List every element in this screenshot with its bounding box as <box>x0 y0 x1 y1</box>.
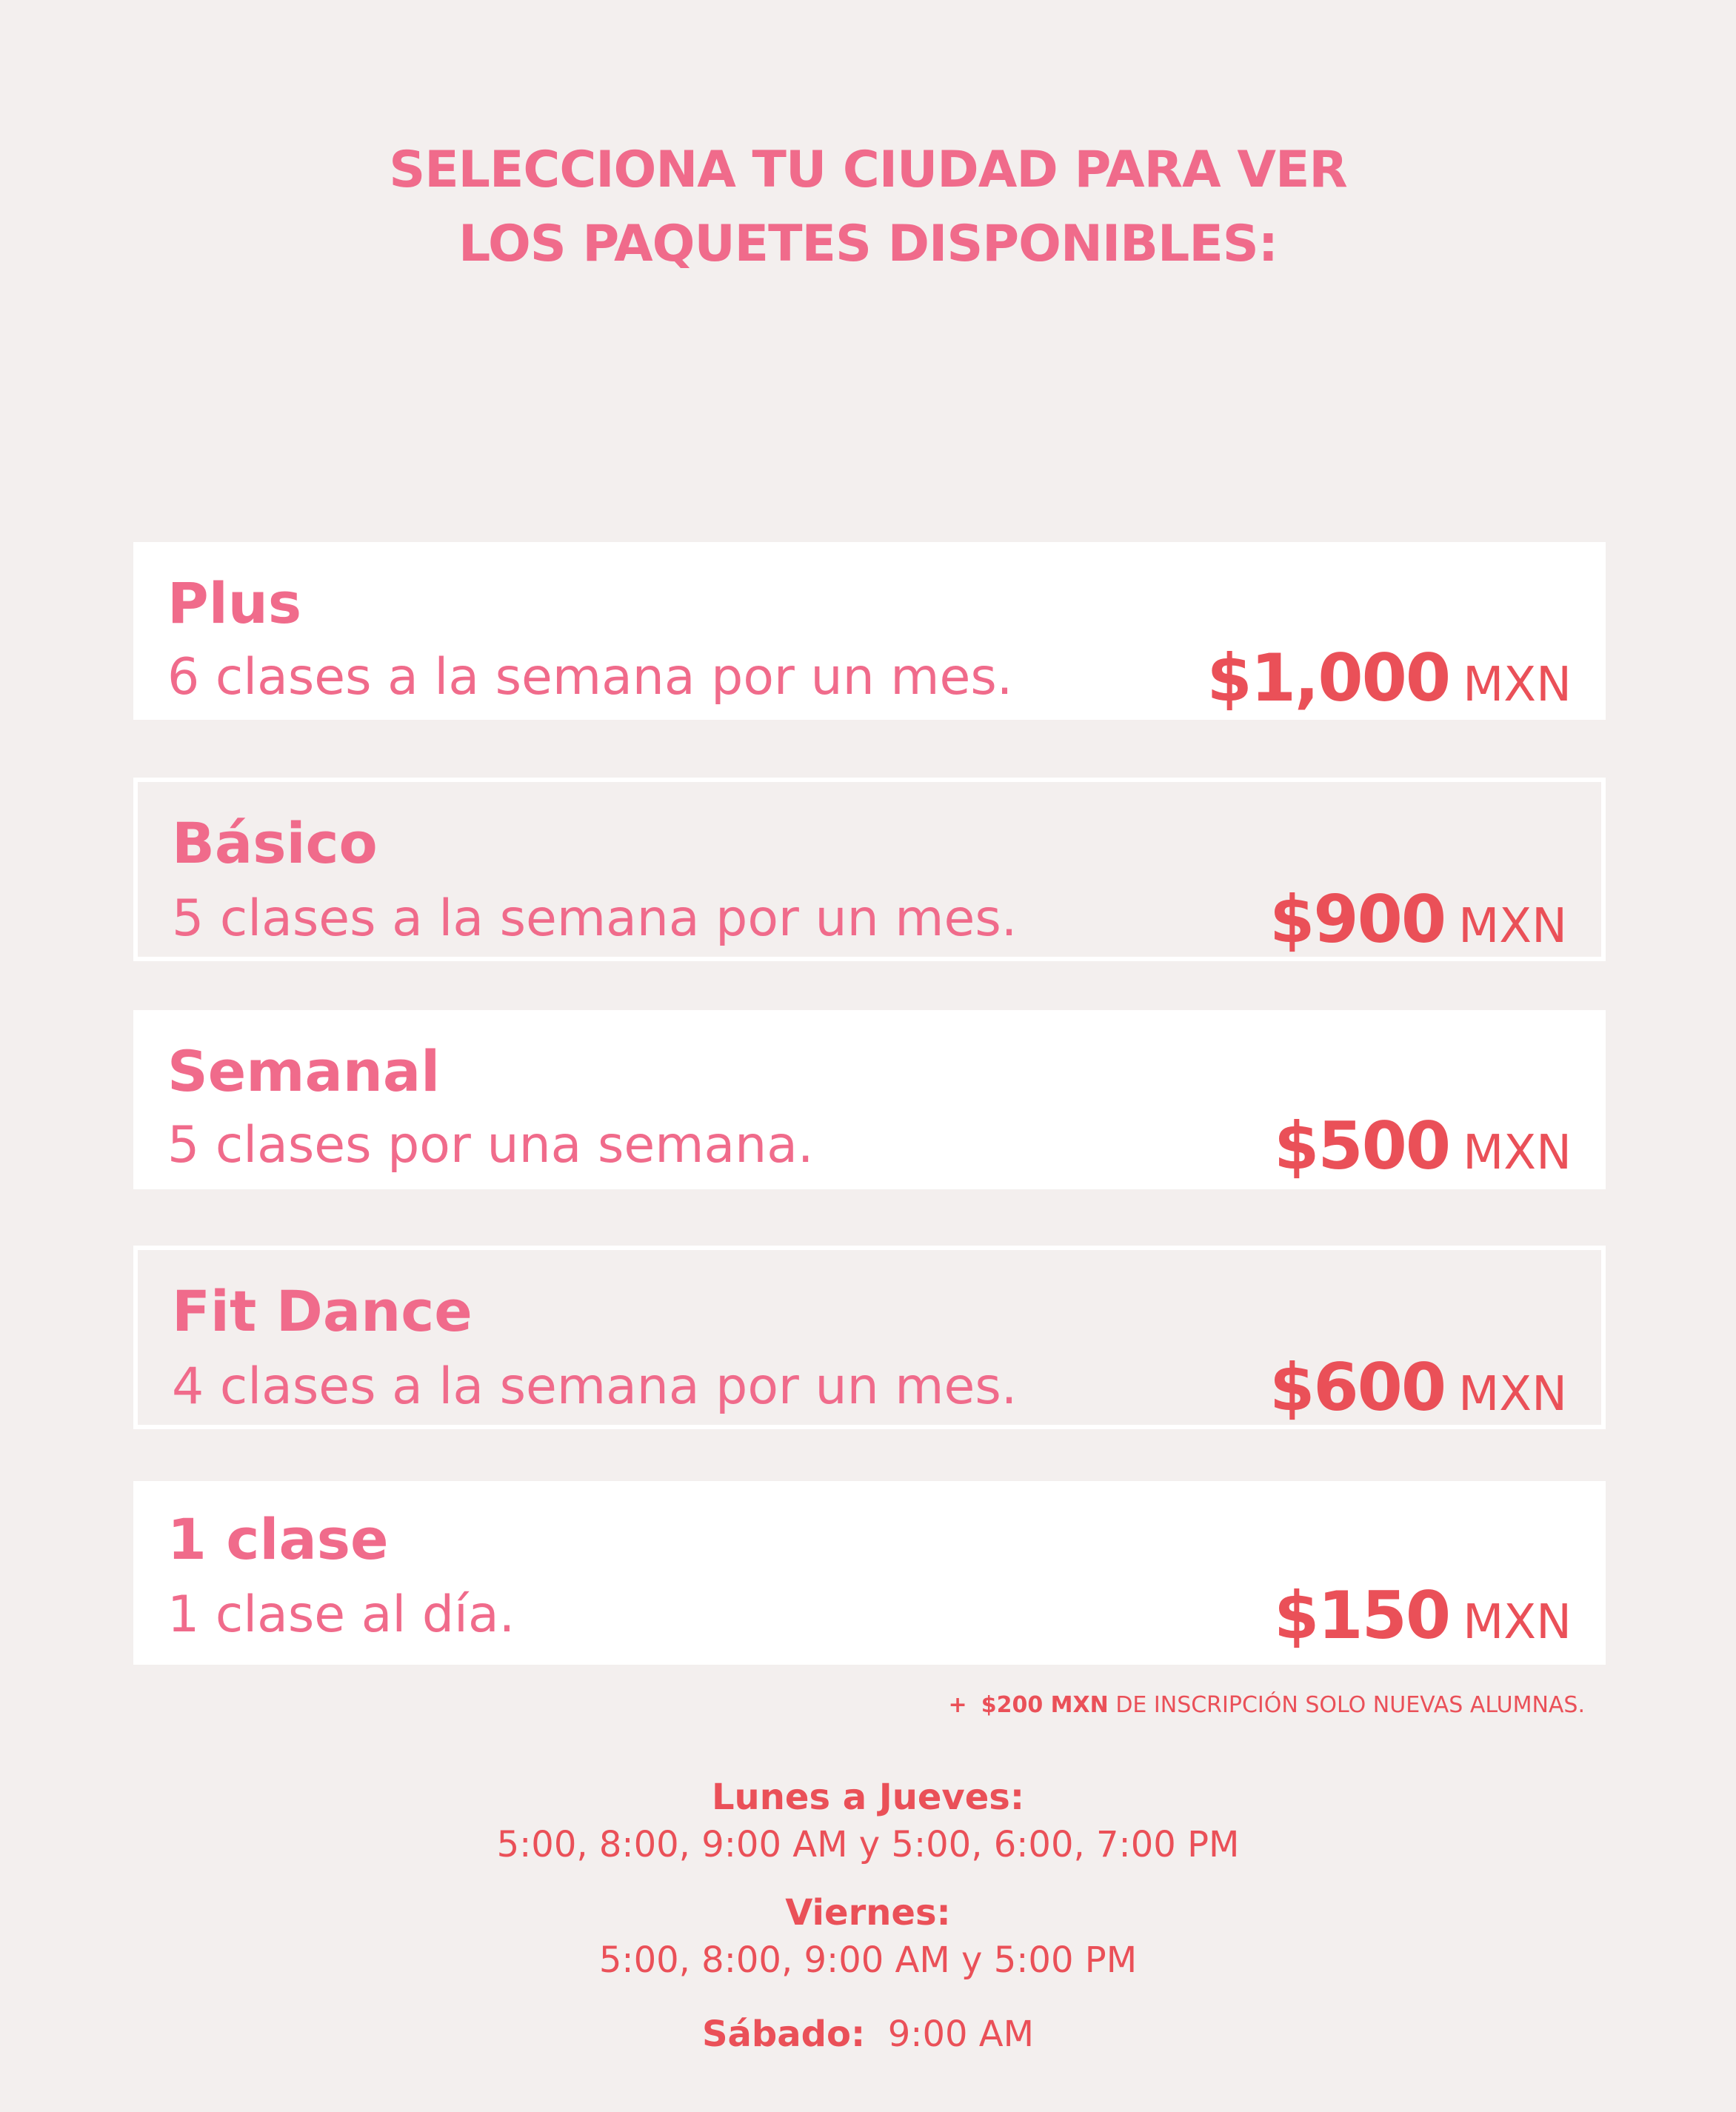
price-currency: MXN <box>1463 1126 1572 1180</box>
price-currency: MXN <box>1463 658 1572 712</box>
schedule-friday-label: Viernes: <box>785 1892 951 1934</box>
package-description: 4 clases a la semana por un mes. <box>172 1357 1018 1416</box>
price-currency: MXN <box>1458 899 1567 954</box>
schedule-weekdays-label: Lunes a Jueves: <box>711 1777 1025 1818</box>
heading-line-2: LOS PAQUETES DISPONIBLES: <box>458 215 1278 273</box>
page-heading <box>0 133 1736 281</box>
note-text: DE INSCRIPCIÓN SOLO NUEVAS ALUMNAS. <box>1115 1692 1585 1718</box>
price-currency: MXN <box>1463 1595 1572 1650</box>
package-name: 1 clase <box>167 1506 389 1572</box>
heading-line-1: SELECCIONA TU CIUDAD PARA VER <box>389 141 1347 199</box>
note-amount: $200 MXN <box>981 1692 1109 1718</box>
schedule-friday-times: 5:00, 8:00, 9:00 AM y 5:00 PM <box>598 1939 1138 1981</box>
package-card-basico[interactable] <box>133 778 1606 961</box>
package-card-semanal[interactable] <box>133 1010 1606 1189</box>
schedule-saturday <box>0 2008 1736 2060</box>
package-description: 5 clases por una semana. <box>167 1116 814 1174</box>
package-description: 5 clases a la semana por un mes. <box>172 889 1018 948</box>
price-currency: MXN <box>1458 1367 1567 1422</box>
package-price <box>1206 641 1572 734</box>
package-price <box>1274 1109 1572 1202</box>
package-description: 1 clase al día. <box>167 1585 515 1644</box>
schedule-weekdays-times: 5:00, 8:00, 9:00 AM y 5:00, 6:00, 7:00 PM <box>496 1824 1240 1865</box>
package-name: Básico <box>172 810 378 876</box>
price-amount: $150 <box>1274 1577 1450 1654</box>
price-amount: $600 <box>1269 1349 1446 1426</box>
package-price <box>1269 883 1567 975</box>
package-description: 6 clases a la semana por un mes. <box>167 648 1013 706</box>
package-price <box>1274 1579 1572 1671</box>
schedule-saturday-label: Sábado: <box>701 2014 866 2055</box>
package-card-plus[interactable] <box>133 542 1606 720</box>
package-card-fit-dance[interactable] <box>133 1246 1606 1429</box>
package-price <box>1269 1351 1567 1443</box>
package-name: Semanal <box>167 1038 441 1104</box>
price-amount: $500 <box>1274 1108 1450 1184</box>
price-amount: $900 <box>1269 881 1446 958</box>
schedule-saturday-times: 9:00 AM <box>887 2014 1035 2055</box>
registration-note <box>949 1687 1585 1724</box>
package-name: Plus <box>167 570 302 636</box>
package-name: Fit Dance <box>172 1278 473 1344</box>
price-amount: $1,000 <box>1206 640 1450 716</box>
package-card-1-clase[interactable] <box>133 1481 1606 1665</box>
note-prefix: + <box>948 1692 967 1718</box>
